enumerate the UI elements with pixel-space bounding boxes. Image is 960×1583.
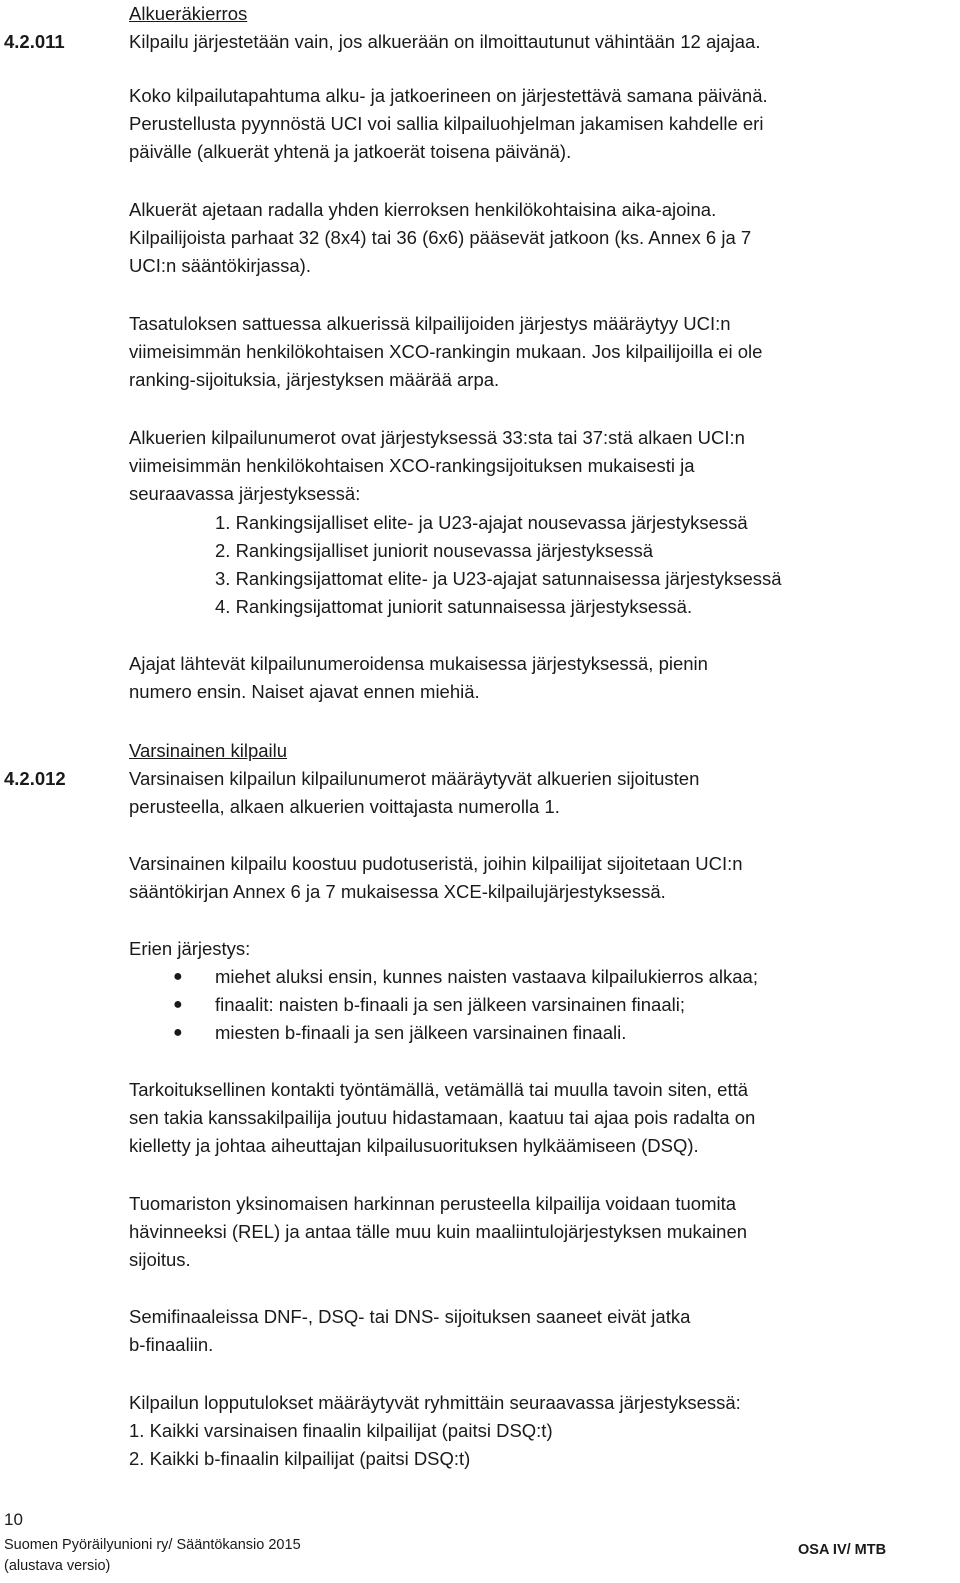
bullet-list	[173, 963, 758, 1047]
order-title: Erien järjestys:	[129, 938, 251, 959]
bullet-icon: ●	[173, 1024, 183, 1041]
section-heading-alkuerakierros: Alkueräkierros	[129, 3, 248, 24]
page-number: 10	[4, 1510, 23, 1529]
section-number-4-2-012: 4.2.012	[4, 768, 66, 789]
footer-section: OSA IV/ MTB	[798, 1542, 887, 1558]
paragraph: Semifinaaleissa DNF-, DSQ- tai DNS- sijoituksen saaneet eivät jatka b-finaaliin.	[129, 1306, 691, 1355]
paragraph: Tarkoituksellinen kontakti työntämällä, vetämällä tai muulla tavoin siten, että sen takia kanssakilpailija joutuu hidastamaan, kaatuu tai ajaa pois radalta on kielletty ja johtaa aiheuttajan kilpailusuorituksen hylkäämiseen (DSQ).	[129, 1079, 756, 1156]
paragraph: Varsinaisen kilpailun kilpailunumerot määräytyvät alkuerien sijoitusten perusteella, alkaen alkuerien voittajasta numerolla 1.	[129, 768, 700, 817]
paragraph: Alkuerien kilpailunumerot ovat järjestyksessä 33:sta tai 37:stä alkaen UCI:n viimeisimmän henkilökohtaisen XCO-rankingsijoituksen mukaisesti ja seuraavassa järjestyksessä:	[129, 427, 745, 504]
list-item: ● miehet aluksi ensin, kunnes naisten vastaava kilpailukierros alkaa;	[173, 963, 758, 991]
paragraph: Kilpailun lopputulokset määräytyvät ryhmittäin seuraavassa järjestyksessä: 1. Kaikki varsinaisen finaalin kilpailijat (paitsi DSQ:t) 2. Kaikki b-finaalin kilpailijat (paitsi DSQ:t)	[129, 1392, 741, 1469]
section-heading-varsinainen-kilpailu: Varsinainen kilpailu	[129, 740, 288, 761]
list-item: 1. Rankingsijalliset elite- ja U23-ajajat nousevassa järjestyksessä	[215, 512, 748, 533]
footer-publisher: Suomen Pyöräilyunioni ry/ Sääntökansio 2015	[4, 1537, 301, 1553]
paragraph: Alkuerät ajetaan radalla yhden kierroksen henkilökohtaisina aika-ajoina. Kilpailijoista parhaat 32 (8x4) tai 36 (6x6) pääsevät jatkoon (ks. Annex 6 ja 7 UCI:n sääntökirjassa).	[129, 199, 752, 276]
list-item: 2. Rankingsijalliset juniorit nousevassa järjestyksessä	[215, 540, 654, 561]
footer-version: (alustava versio)	[4, 1558, 111, 1574]
list-item: 3. Rankingsijattomat elite- ja U23-ajajat satunnaisessa järjestyksessä	[215, 568, 782, 589]
list-item: 4. Rankingsijattomat juniorit satunnaisessa järjestyksessä.	[215, 596, 693, 617]
order-list	[215, 509, 782, 621]
bullet-icon: ●	[173, 996, 183, 1013]
bullet-icon: ●	[173, 968, 183, 985]
paragraph: Tasatuloksen sattuessa alkuerissä kilpailijoiden järjestys määräytyy UCI:n viimeisimmän henkilökohtaisen XCO-rankingin mukaan. Jos kilpailijoilla ei ole ranking-sijoituksia, järjestyksen määrää arpa.	[129, 313, 763, 390]
paragraph: Varsinainen kilpailu koostuu pudotuseristä, joihin kilpailijat sijoitetaan UCI:n sääntökirjan Annex 6 ja 7 mukaisessa XCE-kilpailujärjestyksessä.	[129, 853, 743, 902]
paragraph: Kilpailu järjestetään vain, jos alkuerään on ilmoittautunut vähintään 12 ajajaa.	[129, 31, 761, 52]
paragraph: Ajajat lähtevät kilpailunumeroidensa mukaisessa järjestyksessä, pienin numero ensin. Naiset ajavat ennen miehiä.	[129, 653, 708, 702]
paragraph: Koko kilpailutapahtuma alku- ja jatkoerineen on järjestettävä samana päivänä. Perustellusta pyynnöstä UCI voi sallia kilpailuohjelman jakamisen kahdelle eri päivälle (alkuerät yhtenä ja jatkoerät toisena päivänä).	[129, 85, 768, 162]
paragraph: Tuomariston yksinomaisen harkinnan perusteella kilpailija voidaan tuomita hävinneeksi (REL) ja antaa tälle muu kuin maaliintulojärjestyksen mukainen sijoitus.	[129, 1193, 748, 1270]
list-item: ● miesten b-finaali ja sen jälkeen varsinainen finaali.	[173, 1019, 758, 1047]
list-item: ● finaalit: naisten b-finaali ja sen jälkeen varsinainen finaali;	[173, 991, 758, 1019]
section-number-4-2-011: 4.2.011	[4, 31, 65, 52]
